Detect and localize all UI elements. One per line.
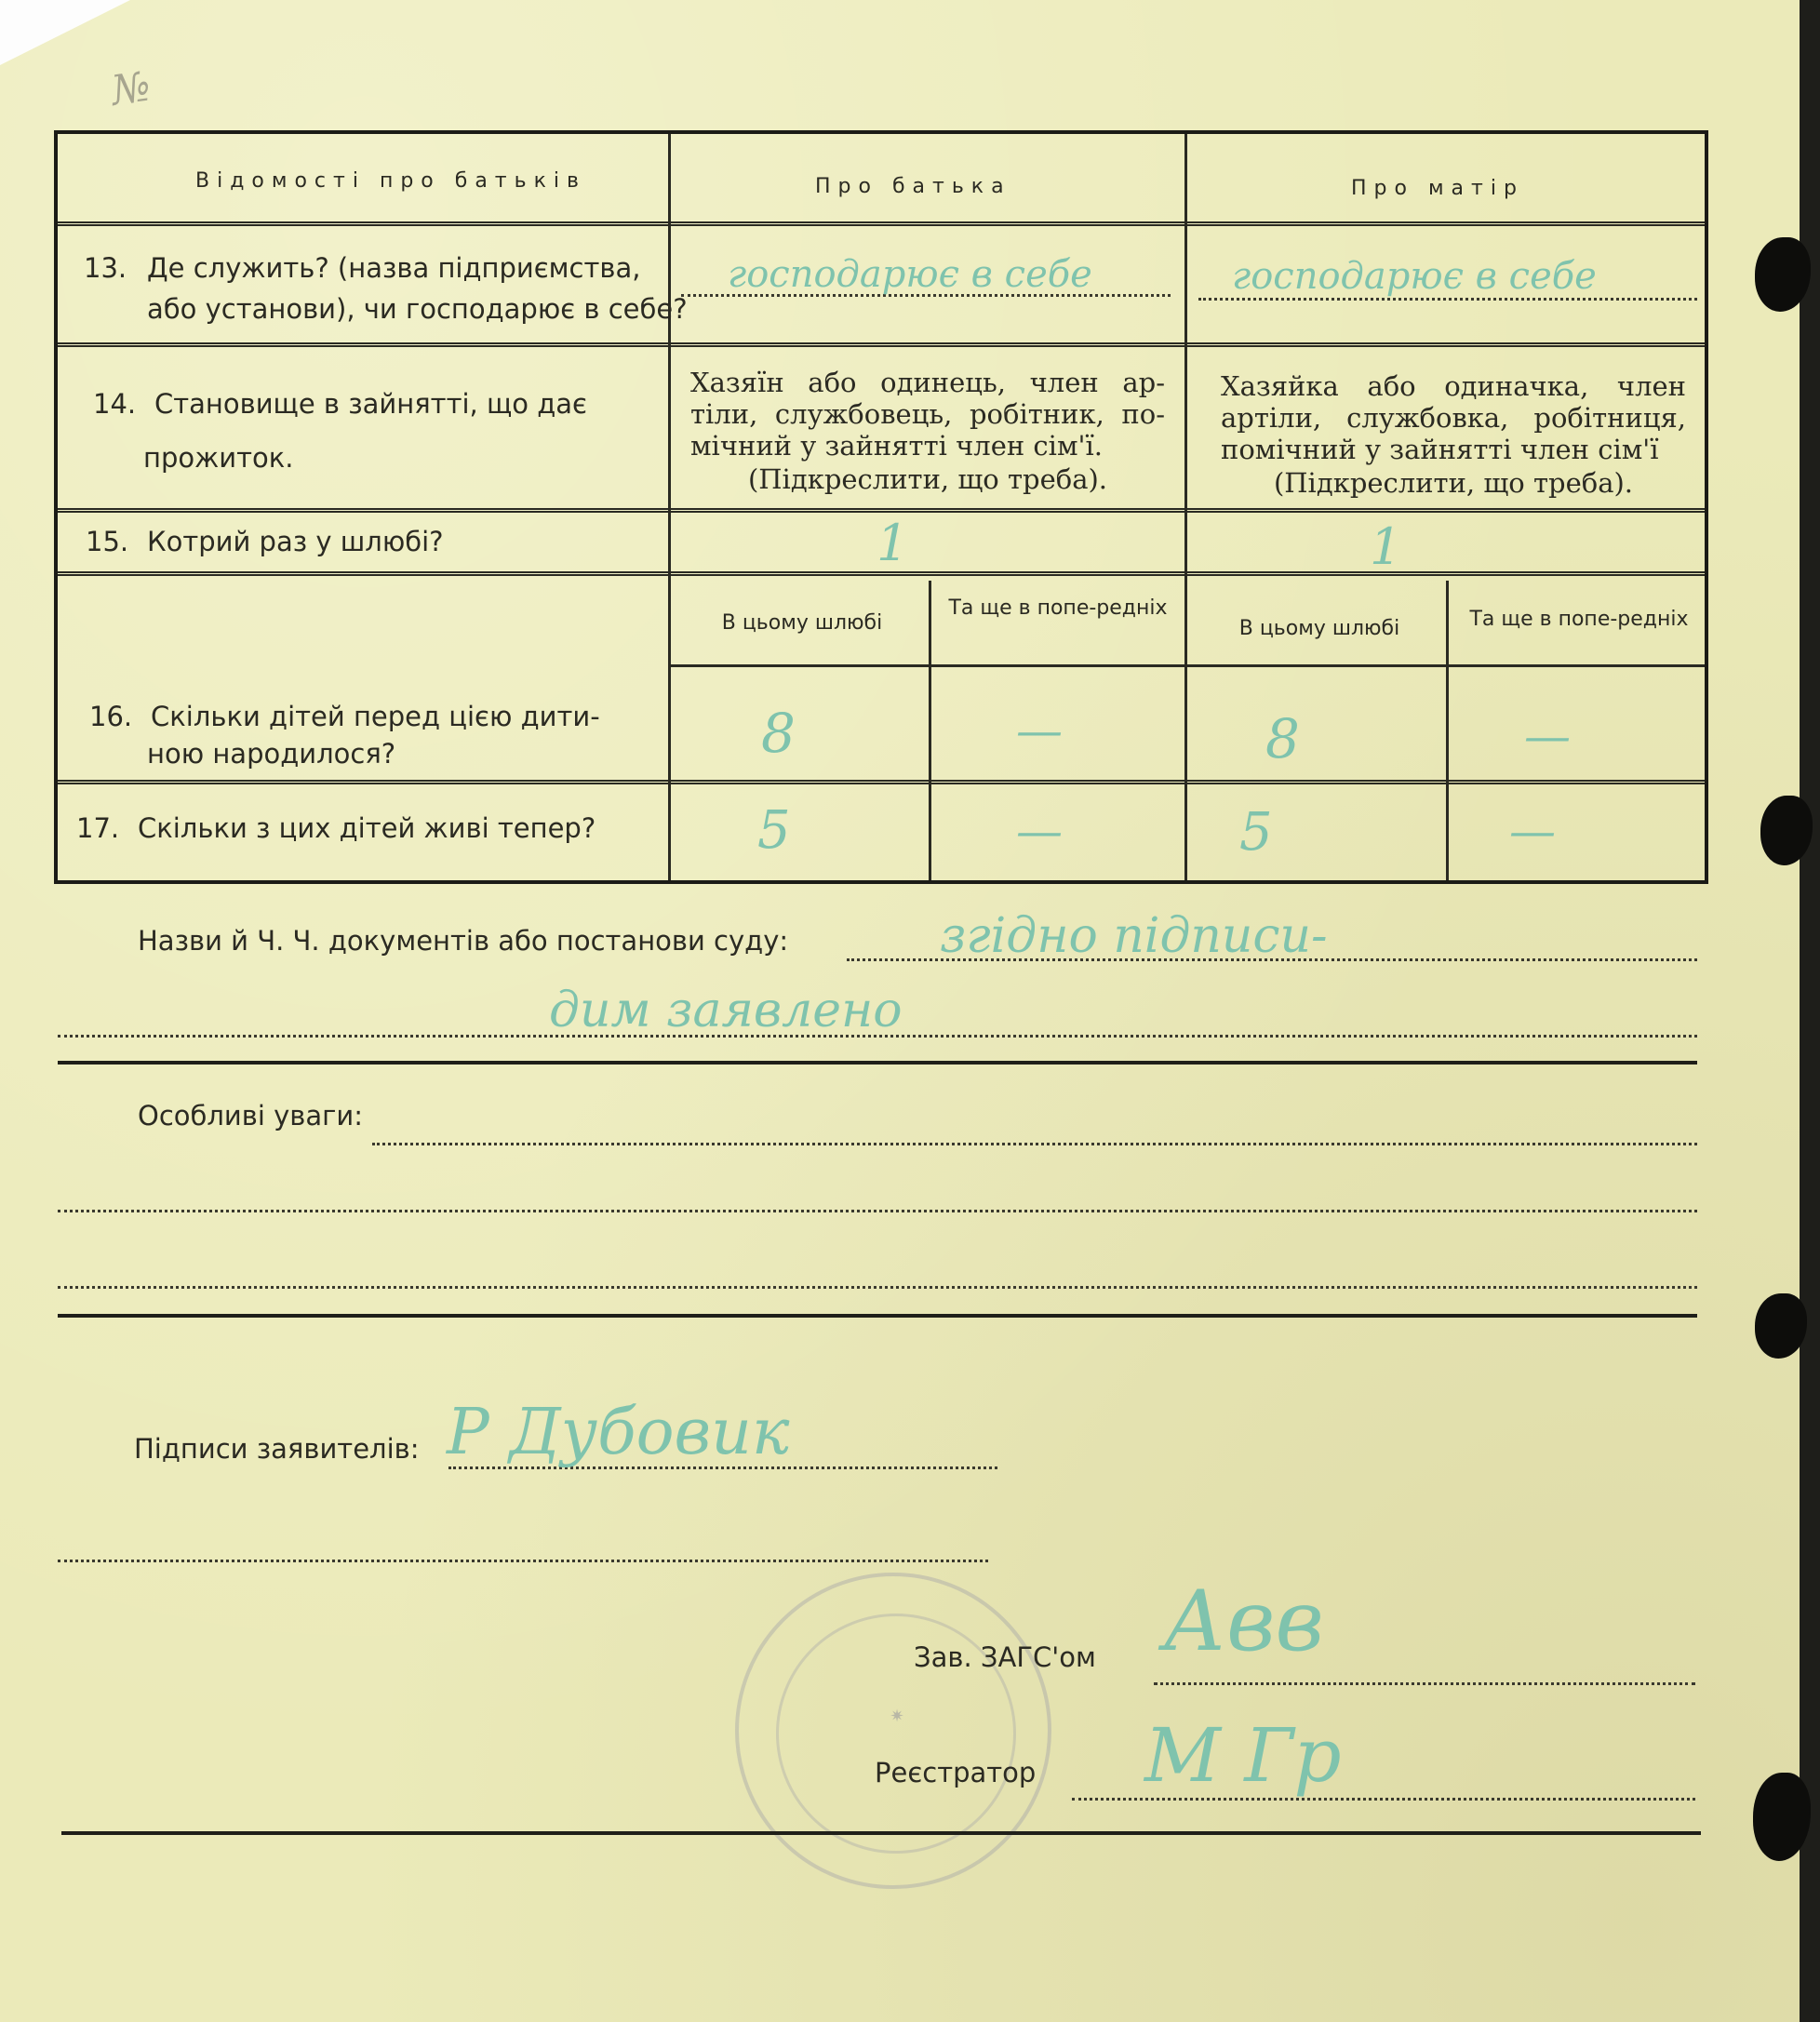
bottom-rule bbox=[61, 1831, 1701, 1835]
sub-divider-mother bbox=[1446, 581, 1449, 880]
documents-label: Назви й Ч. Ч. документів або постанови суду: bbox=[138, 925, 789, 957]
col-divider-2 bbox=[1184, 134, 1187, 880]
q14-number: 14. bbox=[93, 388, 137, 420]
q15-number: 15. bbox=[86, 526, 129, 557]
row-line-sub bbox=[668, 664, 1705, 667]
q13-line2: або установи), чи господарює в себе? bbox=[147, 293, 688, 325]
header-mother: Про матір bbox=[1351, 177, 1524, 200]
pencil-mark: № bbox=[108, 62, 154, 115]
sub-mother-this: В цьому шлюбі bbox=[1238, 617, 1400, 640]
q17-text: Скільки з цих дітей живі тепер? bbox=[138, 812, 596, 844]
sub-mother-previous: Та ще в попе-редніх bbox=[1469, 608, 1689, 631]
head-signature: Авв bbox=[1163, 1573, 1324, 1670]
notes-line-3 bbox=[58, 1286, 1697, 1289]
q14-line2: прожиток. bbox=[143, 442, 294, 474]
row-line-14 bbox=[58, 508, 1705, 513]
sub-father-this: В цьому шлюбі bbox=[721, 611, 883, 635]
q16-line2: ною народилося? bbox=[147, 738, 396, 770]
q14-father-options: Хазяїн або одинець, член ар-тіли, службовець, робітник, по-мічний у зайнятті член сім'ї. bbox=[690, 367, 1165, 462]
q14-mother-options: Хазяйка або одиначка, член артіли, службовка, робітниця, помічний у зайнятті член сім'ї bbox=[1221, 370, 1686, 465]
q16-father-this: 8 bbox=[761, 702, 796, 765]
notes-rule bbox=[58, 1314, 1697, 1318]
q17-father-this: 5 bbox=[757, 800, 791, 861]
q14-father-note: (Підкреслити, що треба). bbox=[747, 463, 1108, 495]
documents-handwriting-1: згідно підписи- bbox=[940, 908, 1328, 964]
official-seal bbox=[735, 1573, 1051, 1889]
row-line-16 bbox=[58, 780, 1705, 784]
registrar-signature: М Гр bbox=[1144, 1712, 1342, 1799]
sub-father-previous: Та ще в попе-редніх bbox=[948, 596, 1168, 620]
q13-father-handwriting: господарює в себе bbox=[728, 253, 1092, 296]
row-line-13 bbox=[58, 342, 1705, 347]
q16-mother-previous: — bbox=[1524, 709, 1571, 763]
registrar-label: Реєстратор bbox=[875, 1757, 1037, 1788]
col-divider-1 bbox=[668, 134, 671, 880]
q13-number: 13. bbox=[84, 252, 127, 284]
applicant-signature: Р Дубовик bbox=[447, 1396, 790, 1469]
notes-line-1 bbox=[372, 1143, 1697, 1145]
signatures-line-2 bbox=[58, 1560, 988, 1562]
q13-mother-handwriting: господарює в себе bbox=[1232, 255, 1597, 298]
q15-father-handwriting: 1 bbox=[877, 514, 909, 572]
q15-text: Котрий раз у шлюбі? bbox=[147, 526, 444, 557]
q17-father-previous: — bbox=[1016, 804, 1063, 858]
q15-mother-handwriting: 1 bbox=[1370, 517, 1402, 576]
parents-info-table bbox=[54, 130, 1708, 884]
header-father: Про батька bbox=[815, 175, 1011, 198]
q16-mother-this: 8 bbox=[1265, 707, 1300, 770]
dark-edge bbox=[1800, 0, 1820, 2022]
notes-line-2 bbox=[58, 1210, 1697, 1212]
q16-line1: Скільки дітей перед цією дити- bbox=[151, 701, 600, 732]
row-line-header bbox=[58, 221, 1705, 226]
head-label: Зав. ЗАГС'ом bbox=[914, 1641, 1096, 1673]
head-line bbox=[1154, 1682, 1695, 1685]
sub-divider-father bbox=[929, 581, 931, 880]
q17-mother-this: 5 bbox=[1239, 802, 1273, 863]
q17-mother-previous: — bbox=[1509, 804, 1556, 858]
notes-label: Особливі уваги: bbox=[138, 1100, 364, 1132]
seal-emblem-icon: ✷ bbox=[890, 1707, 904, 1726]
q16-number: 16. bbox=[89, 701, 133, 732]
q13-mother-line bbox=[1198, 298, 1697, 301]
torn-corner bbox=[0, 0, 130, 65]
q16-father-previous: — bbox=[1016, 703, 1063, 757]
q14-mother-note: (Підкреслити, що треба). bbox=[1273, 467, 1634, 499]
q14-line1: Становище в зайнятті, що дає bbox=[154, 388, 587, 420]
documents-rule bbox=[58, 1061, 1697, 1065]
header-info: Відомості про батьків bbox=[195, 169, 586, 193]
q17-number: 17. bbox=[76, 812, 120, 844]
documents-handwriting-2: дим заявлено bbox=[549, 983, 903, 1038]
signatures-label: Підписи заявителів: bbox=[134, 1433, 420, 1465]
q13-line1: Де служить? (назва підприємства, bbox=[147, 252, 641, 284]
